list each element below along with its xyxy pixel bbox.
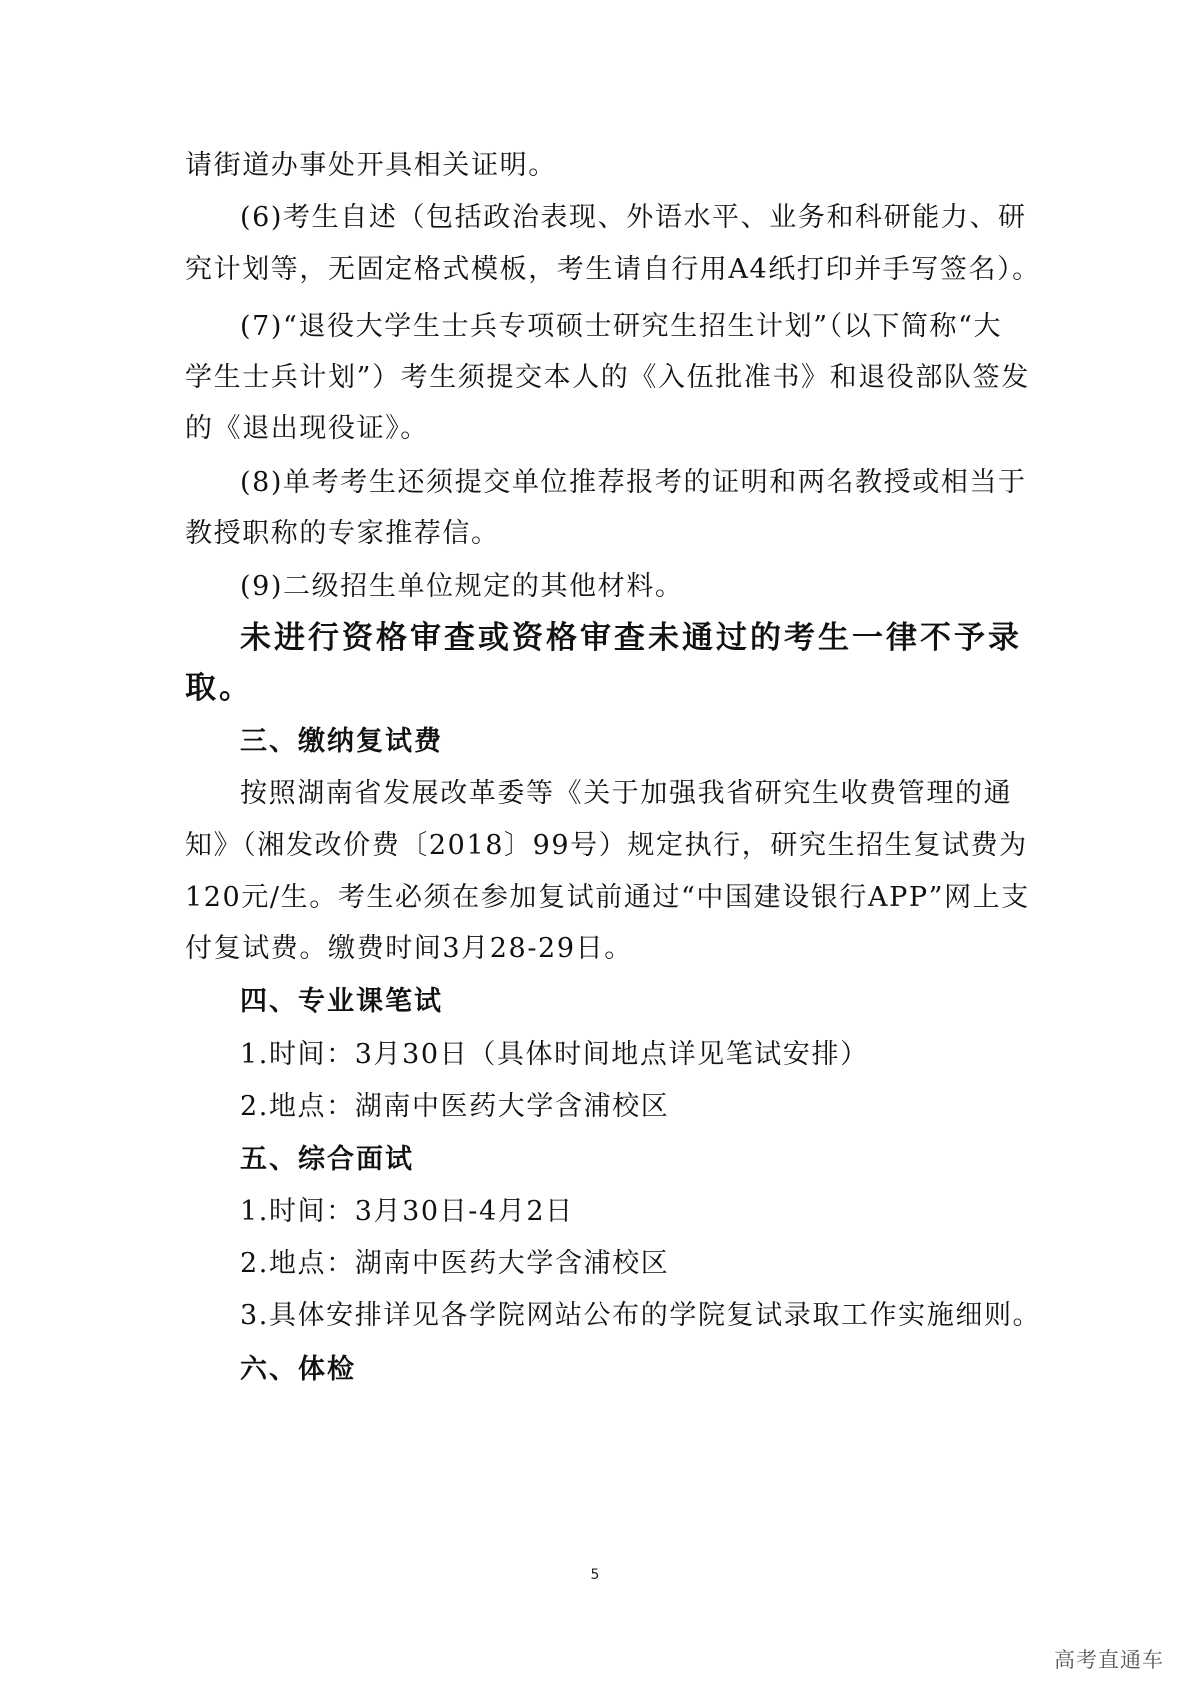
item-9-line: (9)二级招生单位规定的其他材料。 [240,571,684,602]
watermark-text: 高考直通车 [1054,1648,1164,1672]
section-heading-interview: 五、综合面试 [240,1144,414,1175]
text-line: 请街道办事处开具相关证明。 [185,150,557,181]
item-6-line-2: 究计划等，无固定格式模板，考生请自行用A4纸打印并手写签名）。 [185,254,1041,285]
emphasis-notice-line-2: 取。 [185,670,253,706]
item-7-line-1: (7)“退役大学生士兵专项硕士研究生招生计划”（以下简称“大 [240,311,1003,342]
item-6-line-1: (6)考生自述（包括政治表现、外语水平、业务和科研能力、研 [240,202,1027,233]
interview-location: 2.地点：湖南中医药大学含浦校区 [240,1248,670,1279]
item-7-line-3: 的《退出现役证》。 [185,413,429,444]
interview-time: 1.时间：3月30日-4月2日 [240,1196,574,1227]
item-8-line-1: (8)单考考生还须提交单位推荐报考的证明和两名教授或相当于 [240,467,1027,498]
fee-paragraph-line-4: 付复试费。缴费时间3月28-29日。 [185,933,633,964]
written-exam-location: 2.地点：湖南中医药大学含浦校区 [240,1091,670,1122]
emphasis-notice-line-1: 未进行资格审查或资格审查未通过的考生一律不予录 [240,620,1022,656]
item-8-line-2: 教授职称的专家推荐信。 [185,518,500,549]
interview-arrangement: 3.具体安排详见各学院网站公布的学院复试录取工作实施细则。 [240,1300,1042,1331]
fee-paragraph-line-3: 120元/生。考生必须在参加复试前通过“中国建设银行APP”网上支 [185,882,1030,913]
section-heading-fee: 三、缴纳复试费 [240,726,443,757]
section-heading-written-exam: 四、专业课笔试 [240,986,443,1017]
fee-paragraph-line-1: 按照湖南省发展改革委等《关于加强我省研究生收费管理的通 [240,778,1013,809]
written-exam-time: 1.时间：3月30日（具体时间地点详见笔试安排） [240,1039,869,1070]
page-number: 5 [590,1567,600,1583]
section-heading-medical: 六、体检 [240,1354,356,1385]
item-7-line-2: 学生士兵计划”）考生须提交本人的《入伍批准书》和退役部队签发 [185,362,1030,393]
fee-paragraph-line-2: 知》（湘发改价费〔2018〕99号）规定执行，研究生招生复试费为 [185,830,1028,861]
